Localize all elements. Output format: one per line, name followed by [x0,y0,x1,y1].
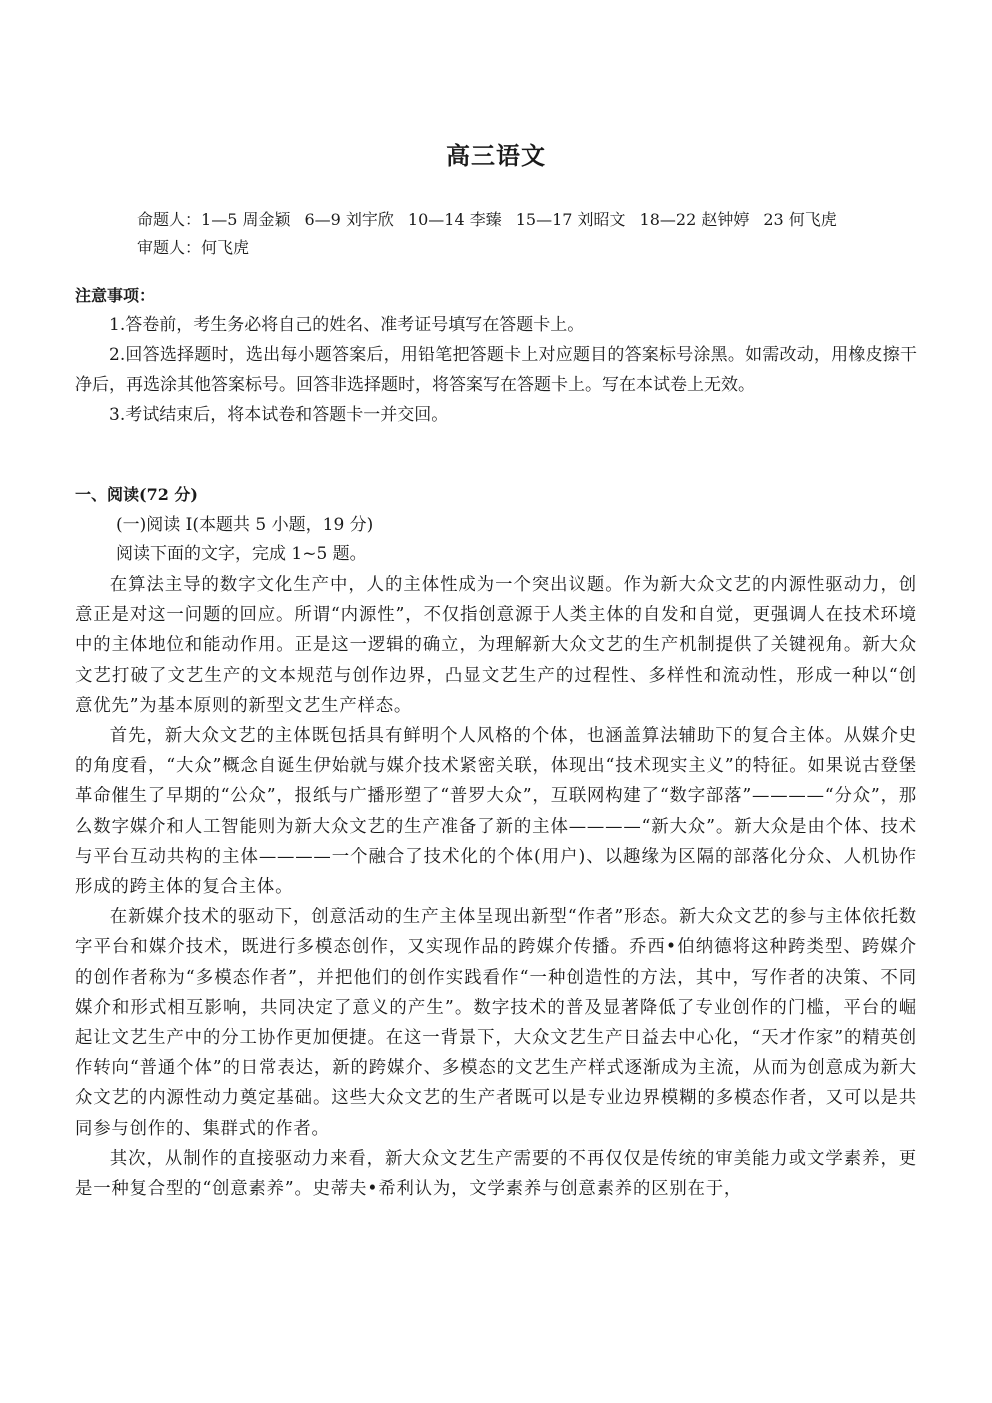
notice-item: 1.答卷前，考生务必将自己的姓名、准考证号填写在答题卡上。 [109,315,585,335]
author-entry: 18—22 赵钟婷 [639,210,750,229]
notice-item: 2.回答选择题时，选出每小题答案后，用铅笔把答题卡上对应题目的答案标号涂黑。如需改动，用橡皮擦干净后，再选涂其他答案标号。回答非选择题时，将答案写在答题卡上。写在本试卷上无效。 [75,345,917,395]
author-entry: 10—14 李臻 [407,210,502,229]
passage-paragraph: 首先，新大众文艺的主体既包括具有鲜明个人风格的个体，也涵盖算法辅助下的复合主体。从媒介史的角度看，“大众”概念自诞生伊始就与媒介技术紧密关联，体现出“技术现实主义”的特征。如果说古登堡革命催生了早期的“公众”，报纸与广播形塑了“普罗大众”，互联网构建了“数字部落”————“分众”，那么数字媒介和人工智能则为新大众文艺的生产准备了新的主体————“新大众”。新大众是由个体、技术与平台互动共构的主体————一个融合了技术化的个体(用户)、以趣缘为区隔的部落化分众、人机协作形成的跨主体的复合主体。 [75,726,917,898]
author-entry: 15—17 刘昭文 [515,210,626,229]
reviewer-name: 何飞虎 [201,238,250,257]
passage-paragraph: 其次，从制作的直接驱动力来看，新大众文艺生产需要的不再仅仅是传统的审美能力或文学素养，更是一种复合型的“创意素养”。史蒂夫•希利认为，文学素养与创意素养的区别在于， [75,1148,917,1200]
authors-line [137,206,837,234]
credits [137,206,837,262]
passage-paragraph: 在新媒介技术的驱动下，创意活动的生产主体呈现出新型“作者”形态。新大众文艺的参与主体依托数字平台和媒介技术，既进行多模态创作，又实现作品的跨媒介传播。乔西•伯纳德将这种跨类型、跨媒介的创作者称为“多模态作者”，并把他们的创作实践看作“一种创造性的方法，其中，写作者的决策、不同媒介和形式相互影响，共同决定了意义的产生”。数字技术的普及显著降低了专业创作的门槛，平台的崛起让文艺生产中的分工协作更加便捷。在这一背景下，大众文艺生产日益去中心化，“天才作家”的精英创作转向“普通个体”的日常表达，新的跨媒介、多模态的文艺生产样式逐渐成为主流，从而为创意成为新大众文艺的内源性动力奠定基础。这些大众文艺的生产者既可以是专业边界模糊的多模态作者，又可以是共同参与创作的、集群式的作者。 [75,907,917,1139]
author-entry: 23 何飞虎 [763,210,837,229]
reading-instruction: 阅读下面的文字，完成 1~5 题。 [116,544,367,564]
notice-item: 3.考试结束后，将本试卷和答题卡一并交回。 [109,405,449,425]
passage-paragraph: 在算法主导的数字文化生产中，人的主体性成为一个突出议题。作为新大众文艺的内源性驱动力，创意正是对这一问题的回应。所谓“内源性”，不仅指创意源于人类主体的自发和自觉，更强调人在技术环境中的主体地位和能动作用。正是这一逻辑的确立，为理解新大众文艺的生产机制提供了关键视角。新大众文艺打破了文艺生产的文本规范与创作边界，凸显文艺生产的过程性、多样性和流动性，形成一种以“创意优先”为基本原则的新型文艺生产样态。 [75,575,917,716]
reviewer-label: 审题人： [137,238,202,257]
page-title: 高三语文 [446,142,546,170]
reading-subheading: (一)阅读 I(本题共 5 小题，19 分) [116,515,374,535]
reading-passage [75,570,917,1204]
section-heading: 一、阅读(72 分) [75,485,198,504]
author-entry: 6—9 刘宇欣 [304,210,394,229]
reviewer-line [137,234,837,262]
notice-heading: 注意事项： [75,286,156,305]
notice-list [75,310,917,430]
authors-label: 命题人： [137,210,202,229]
author-entry: 1—5 周金颖 [201,210,291,229]
